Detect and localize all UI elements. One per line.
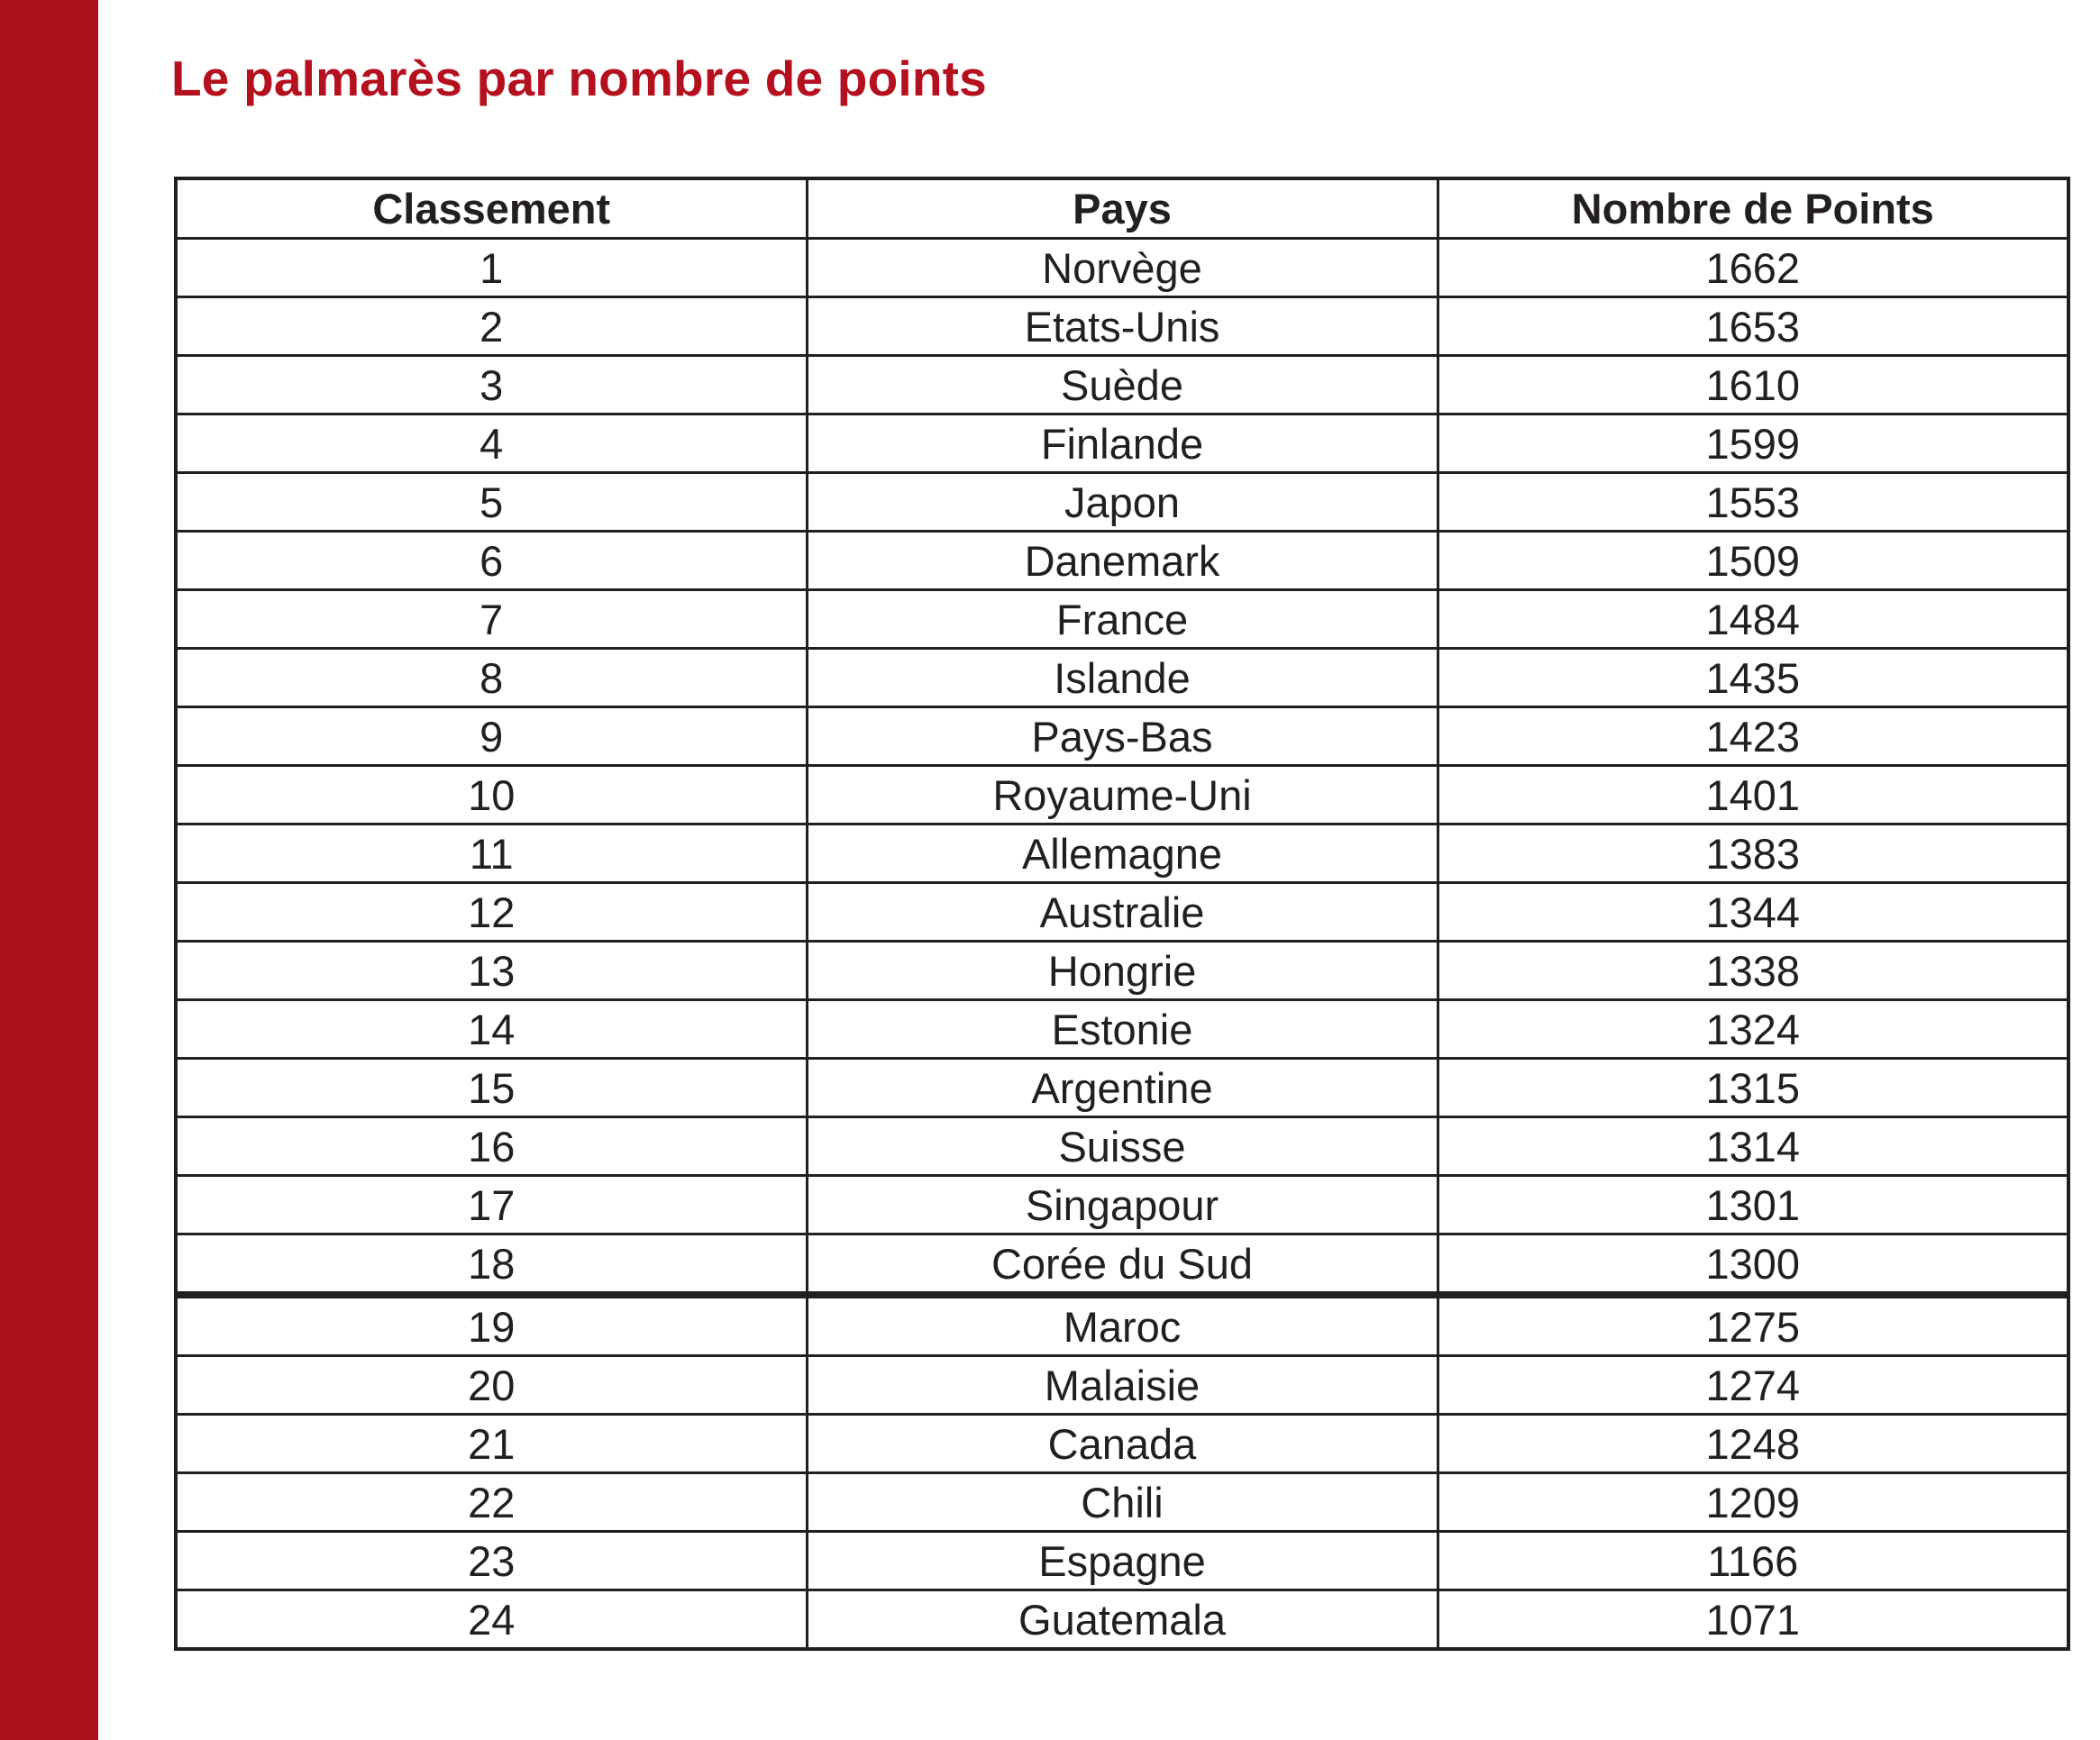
- side-accent-bar: [0, 0, 98, 1740]
- header-pays: Pays: [807, 178, 1438, 239]
- points-cell: 1653: [1438, 297, 2068, 356]
- country-cell: France: [807, 590, 1438, 649]
- table-row: [176, 356, 2068, 415]
- points-cell: 1401: [1438, 766, 2068, 824]
- rank-cell: 4: [176, 415, 807, 473]
- table-row: [176, 1176, 2068, 1234]
- rank-cell: 13: [176, 942, 807, 1000]
- rank-cell: 19: [176, 1295, 807, 1356]
- points-cell: 1324: [1438, 1000, 2068, 1059]
- points-cell: 1484: [1438, 590, 2068, 649]
- country-cell: Norvège: [807, 239, 1438, 297]
- table-row: [176, 1415, 2068, 1473]
- rank-cell: 14: [176, 1000, 807, 1059]
- table-row: [176, 1473, 2068, 1532]
- rank-cell: 1: [176, 239, 807, 297]
- rank-cell: 3: [176, 356, 807, 415]
- country-cell: Royaume-Uni: [807, 766, 1438, 824]
- table-row: [176, 942, 2068, 1000]
- points-cell: 1344: [1438, 883, 2068, 942]
- rank-cell: 2: [176, 297, 807, 356]
- rank-cell: 20: [176, 1356, 807, 1415]
- points-cell: 1610: [1438, 356, 2068, 415]
- table-row: [176, 1532, 2068, 1590]
- rank-cell: 23: [176, 1532, 807, 1590]
- ranking-table: [174, 177, 2070, 1651]
- country-cell: Singapour: [807, 1176, 1438, 1234]
- header-classement: Classement: [176, 178, 807, 239]
- points-cell: 1275: [1438, 1295, 2068, 1356]
- rank-cell: 22: [176, 1473, 807, 1532]
- table-row: [176, 1356, 2068, 1415]
- table-row: [176, 297, 2068, 356]
- table-header: [176, 178, 2068, 239]
- table-row: [176, 1295, 2068, 1356]
- rank-cell: 24: [176, 1590, 807, 1650]
- table-body: [176, 239, 2068, 1650]
- country-cell: Hongrie: [807, 942, 1438, 1000]
- points-cell: 1338: [1438, 942, 2068, 1000]
- points-cell: 1314: [1438, 1117, 2068, 1176]
- table-row: [176, 1117, 2068, 1176]
- country-cell: Suisse: [807, 1117, 1438, 1176]
- points-cell: 1248: [1438, 1415, 2068, 1473]
- rank-cell: 10: [176, 766, 807, 824]
- country-cell: Pays-Bas: [807, 707, 1438, 766]
- country-cell: Suède: [807, 356, 1438, 415]
- points-cell: 1435: [1438, 649, 2068, 707]
- points-cell: 1383: [1438, 824, 2068, 883]
- points-cell: 1274: [1438, 1356, 2068, 1415]
- points-cell: 1599: [1438, 415, 2068, 473]
- table-row: [176, 883, 2068, 942]
- table-row: [176, 824, 2068, 883]
- country-cell: Malaisie: [807, 1356, 1438, 1415]
- table-row: [176, 415, 2068, 473]
- rank-cell: 5: [176, 473, 807, 532]
- table-row: [176, 649, 2068, 707]
- rank-cell: 9: [176, 707, 807, 766]
- country-cell: Etats-Unis: [807, 297, 1438, 356]
- rank-cell: 16: [176, 1117, 807, 1176]
- table-row: [176, 532, 2068, 590]
- page-title: Le palmarès par nombre de points: [171, 50, 987, 106]
- points-cell: 1301: [1438, 1176, 2068, 1234]
- points-cell: 1071: [1438, 1590, 2068, 1650]
- rank-cell: 7: [176, 590, 807, 649]
- country-cell: Guatemala: [807, 1590, 1438, 1650]
- country-cell: Japon: [807, 473, 1438, 532]
- country-cell: Canada: [807, 1415, 1438, 1473]
- country-cell: Chili: [807, 1473, 1438, 1532]
- country-cell: Corée du Sud: [807, 1234, 1438, 1296]
- country-cell: Australie: [807, 883, 1438, 942]
- country-cell: Argentine: [807, 1059, 1438, 1117]
- rank-cell: 8: [176, 649, 807, 707]
- points-cell: 1662: [1438, 239, 2068, 297]
- table-row: [176, 1234, 2068, 1296]
- rank-cell: 21: [176, 1415, 807, 1473]
- rank-cell: 17: [176, 1176, 807, 1234]
- rank-cell: 12: [176, 883, 807, 942]
- table-row: [176, 239, 2068, 297]
- country-cell: Maroc: [807, 1295, 1438, 1356]
- country-cell: Finlande: [807, 415, 1438, 473]
- table-row: [176, 1000, 2068, 1059]
- points-cell: 1315: [1438, 1059, 2068, 1117]
- points-cell: 1553: [1438, 473, 2068, 532]
- table-row: [176, 1590, 2068, 1650]
- points-cell: 1423: [1438, 707, 2068, 766]
- rank-cell: 15: [176, 1059, 807, 1117]
- rank-cell: 11: [176, 824, 807, 883]
- points-cell: 1509: [1438, 532, 2068, 590]
- table-row: [176, 766, 2068, 824]
- table-row: [176, 590, 2068, 649]
- rank-cell: 6: [176, 532, 807, 590]
- header-row: [176, 178, 2068, 239]
- table-row: [176, 707, 2068, 766]
- country-cell: Danemark: [807, 532, 1438, 590]
- country-cell: Estonie: [807, 1000, 1438, 1059]
- points-cell: 1209: [1438, 1473, 2068, 1532]
- points-cell: 1166: [1438, 1532, 2068, 1590]
- country-cell: Allemagne: [807, 824, 1438, 883]
- country-cell: Espagne: [807, 1532, 1438, 1590]
- points-cell: 1300: [1438, 1234, 2068, 1296]
- country-cell: Islande: [807, 649, 1438, 707]
- rank-cell: 18: [176, 1234, 807, 1296]
- table-row: [176, 473, 2068, 532]
- header-points: Nombre de Points: [1438, 178, 2068, 239]
- table-row: [176, 1059, 2068, 1117]
